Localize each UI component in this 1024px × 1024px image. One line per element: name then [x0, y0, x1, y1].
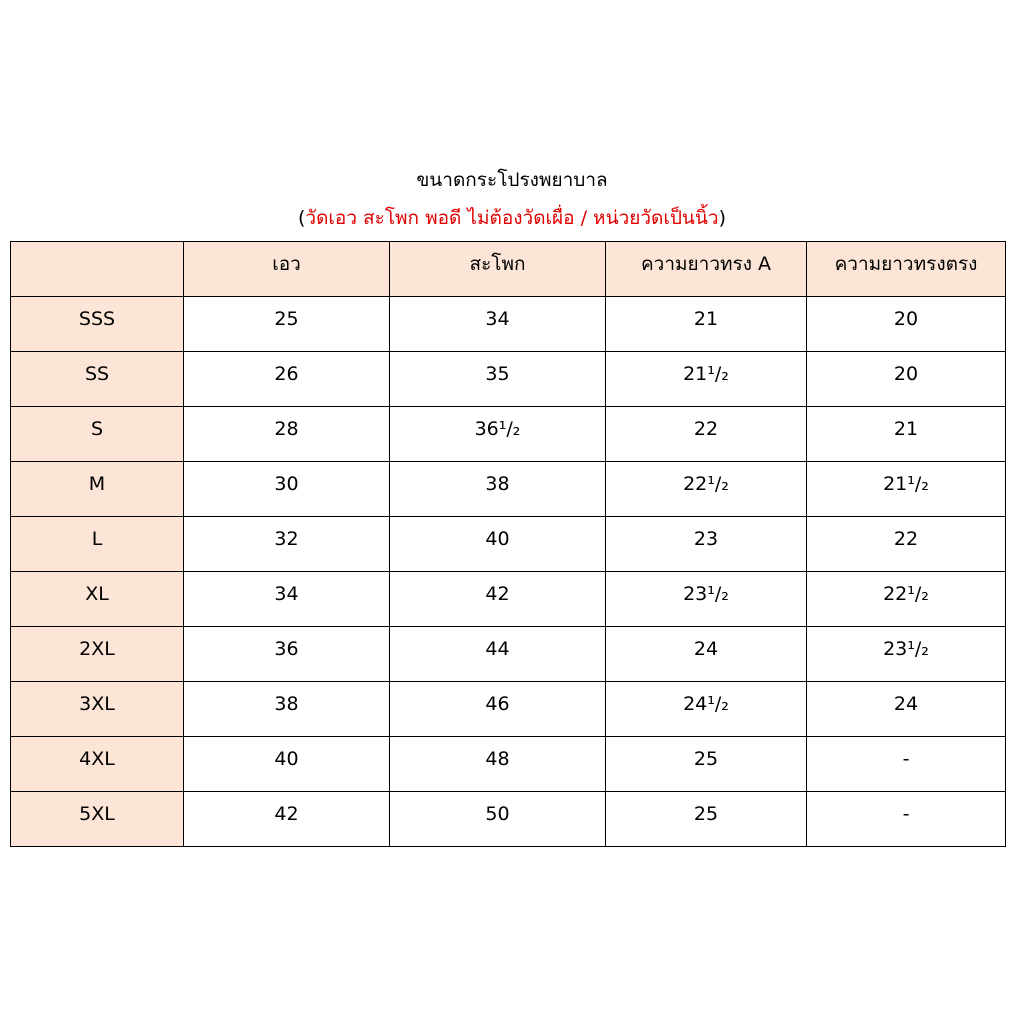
header-cell-hip: สะโพก: [390, 242, 606, 297]
waist-cell: 30: [184, 462, 390, 517]
hip-cell: 44: [390, 627, 606, 682]
length-straight-cell: -: [807, 737, 1006, 792]
size-cell: SSS: [11, 297, 184, 352]
waist-cell: 28: [184, 407, 390, 462]
length-straight-cell: 20: [807, 297, 1006, 352]
size-cell: 2XL: [11, 627, 184, 682]
hip-cell: 36¹/₂: [390, 407, 606, 462]
header-cell-waist: เอว: [184, 242, 390, 297]
hip-cell: 34: [390, 297, 606, 352]
hip-cell: 38: [390, 462, 606, 517]
table-row: [11, 737, 1006, 792]
table-row: [11, 407, 1006, 462]
waist-cell: 36: [184, 627, 390, 682]
hip-cell: 50: [390, 792, 606, 847]
size-cell: XL: [11, 572, 184, 627]
length-straight-cell: 24: [807, 682, 1006, 737]
header-cell-length-a-line: ความยาวทรง A: [606, 242, 807, 297]
subtitle-note: วัดเอว สะโพก พอดี ไม่ต้องวัดเผื่อ / หน่วยวัดเป็นนิ้ว: [305, 207, 719, 229]
length-straight-cell: 22¹/₂: [807, 572, 1006, 627]
length-straight-cell: 21¹/₂: [807, 462, 1006, 517]
waist-cell: 32: [184, 517, 390, 572]
size-cell: 3XL: [11, 682, 184, 737]
length-a-line-cell: 24: [606, 627, 807, 682]
size-cell: S: [11, 407, 184, 462]
waist-cell: 34: [184, 572, 390, 627]
hip-cell: 46: [390, 682, 606, 737]
length-a-line-cell: 24¹/₂: [606, 682, 807, 737]
hip-cell: 48: [390, 737, 606, 792]
size-cell: 5XL: [11, 792, 184, 847]
size-cell: M: [11, 462, 184, 517]
length-straight-cell: 21: [807, 407, 1006, 462]
size-cell: 4XL: [11, 737, 184, 792]
length-a-line-cell: 23: [606, 517, 807, 572]
table-row: [11, 682, 1006, 737]
table-row: [11, 352, 1006, 407]
waist-cell: 42: [184, 792, 390, 847]
waist-cell: 40: [184, 737, 390, 792]
size-cell: L: [11, 517, 184, 572]
table-row: [11, 792, 1006, 847]
length-a-line-cell: 23¹/₂: [606, 572, 807, 627]
subtitle-close-paren: ): [718, 207, 726, 229]
length-straight-cell: -: [807, 792, 1006, 847]
length-straight-cell: 23¹/₂: [807, 627, 1006, 682]
hip-cell: 42: [390, 572, 606, 627]
length-a-line-cell: 22¹/₂: [606, 462, 807, 517]
waist-cell: 26: [184, 352, 390, 407]
length-straight-cell: 22: [807, 517, 1006, 572]
waist-cell: 25: [184, 297, 390, 352]
size-table: [10, 241, 1006, 847]
length-a-line-cell: 21: [606, 297, 807, 352]
table-row: [11, 517, 1006, 572]
subtitle: [0, 204, 1024, 232]
length-straight-cell: 20: [807, 352, 1006, 407]
header-row: [11, 242, 1006, 297]
length-a-line-cell: 25: [606, 792, 807, 847]
header-corner-cell: [11, 242, 184, 297]
table-row: [11, 462, 1006, 517]
header-cell-length-straight: ความยาวทรงตรง: [807, 242, 1006, 297]
table-row: [11, 627, 1006, 682]
length-a-line-cell: 25: [606, 737, 807, 792]
hip-cell: 35: [390, 352, 606, 407]
table-row: [11, 297, 1006, 352]
subtitle-open-paren: (: [297, 207, 306, 229]
size-cell: SS: [11, 352, 184, 407]
page-title: ขนาดกระโปรงพยาบาล: [416, 169, 608, 191]
table-row: [11, 572, 1006, 627]
waist-cell: 38: [184, 682, 390, 737]
length-a-line-cell: 21¹/₂: [606, 352, 807, 407]
length-a-line-cell: 22: [606, 407, 807, 462]
hip-cell: 40: [390, 517, 606, 572]
